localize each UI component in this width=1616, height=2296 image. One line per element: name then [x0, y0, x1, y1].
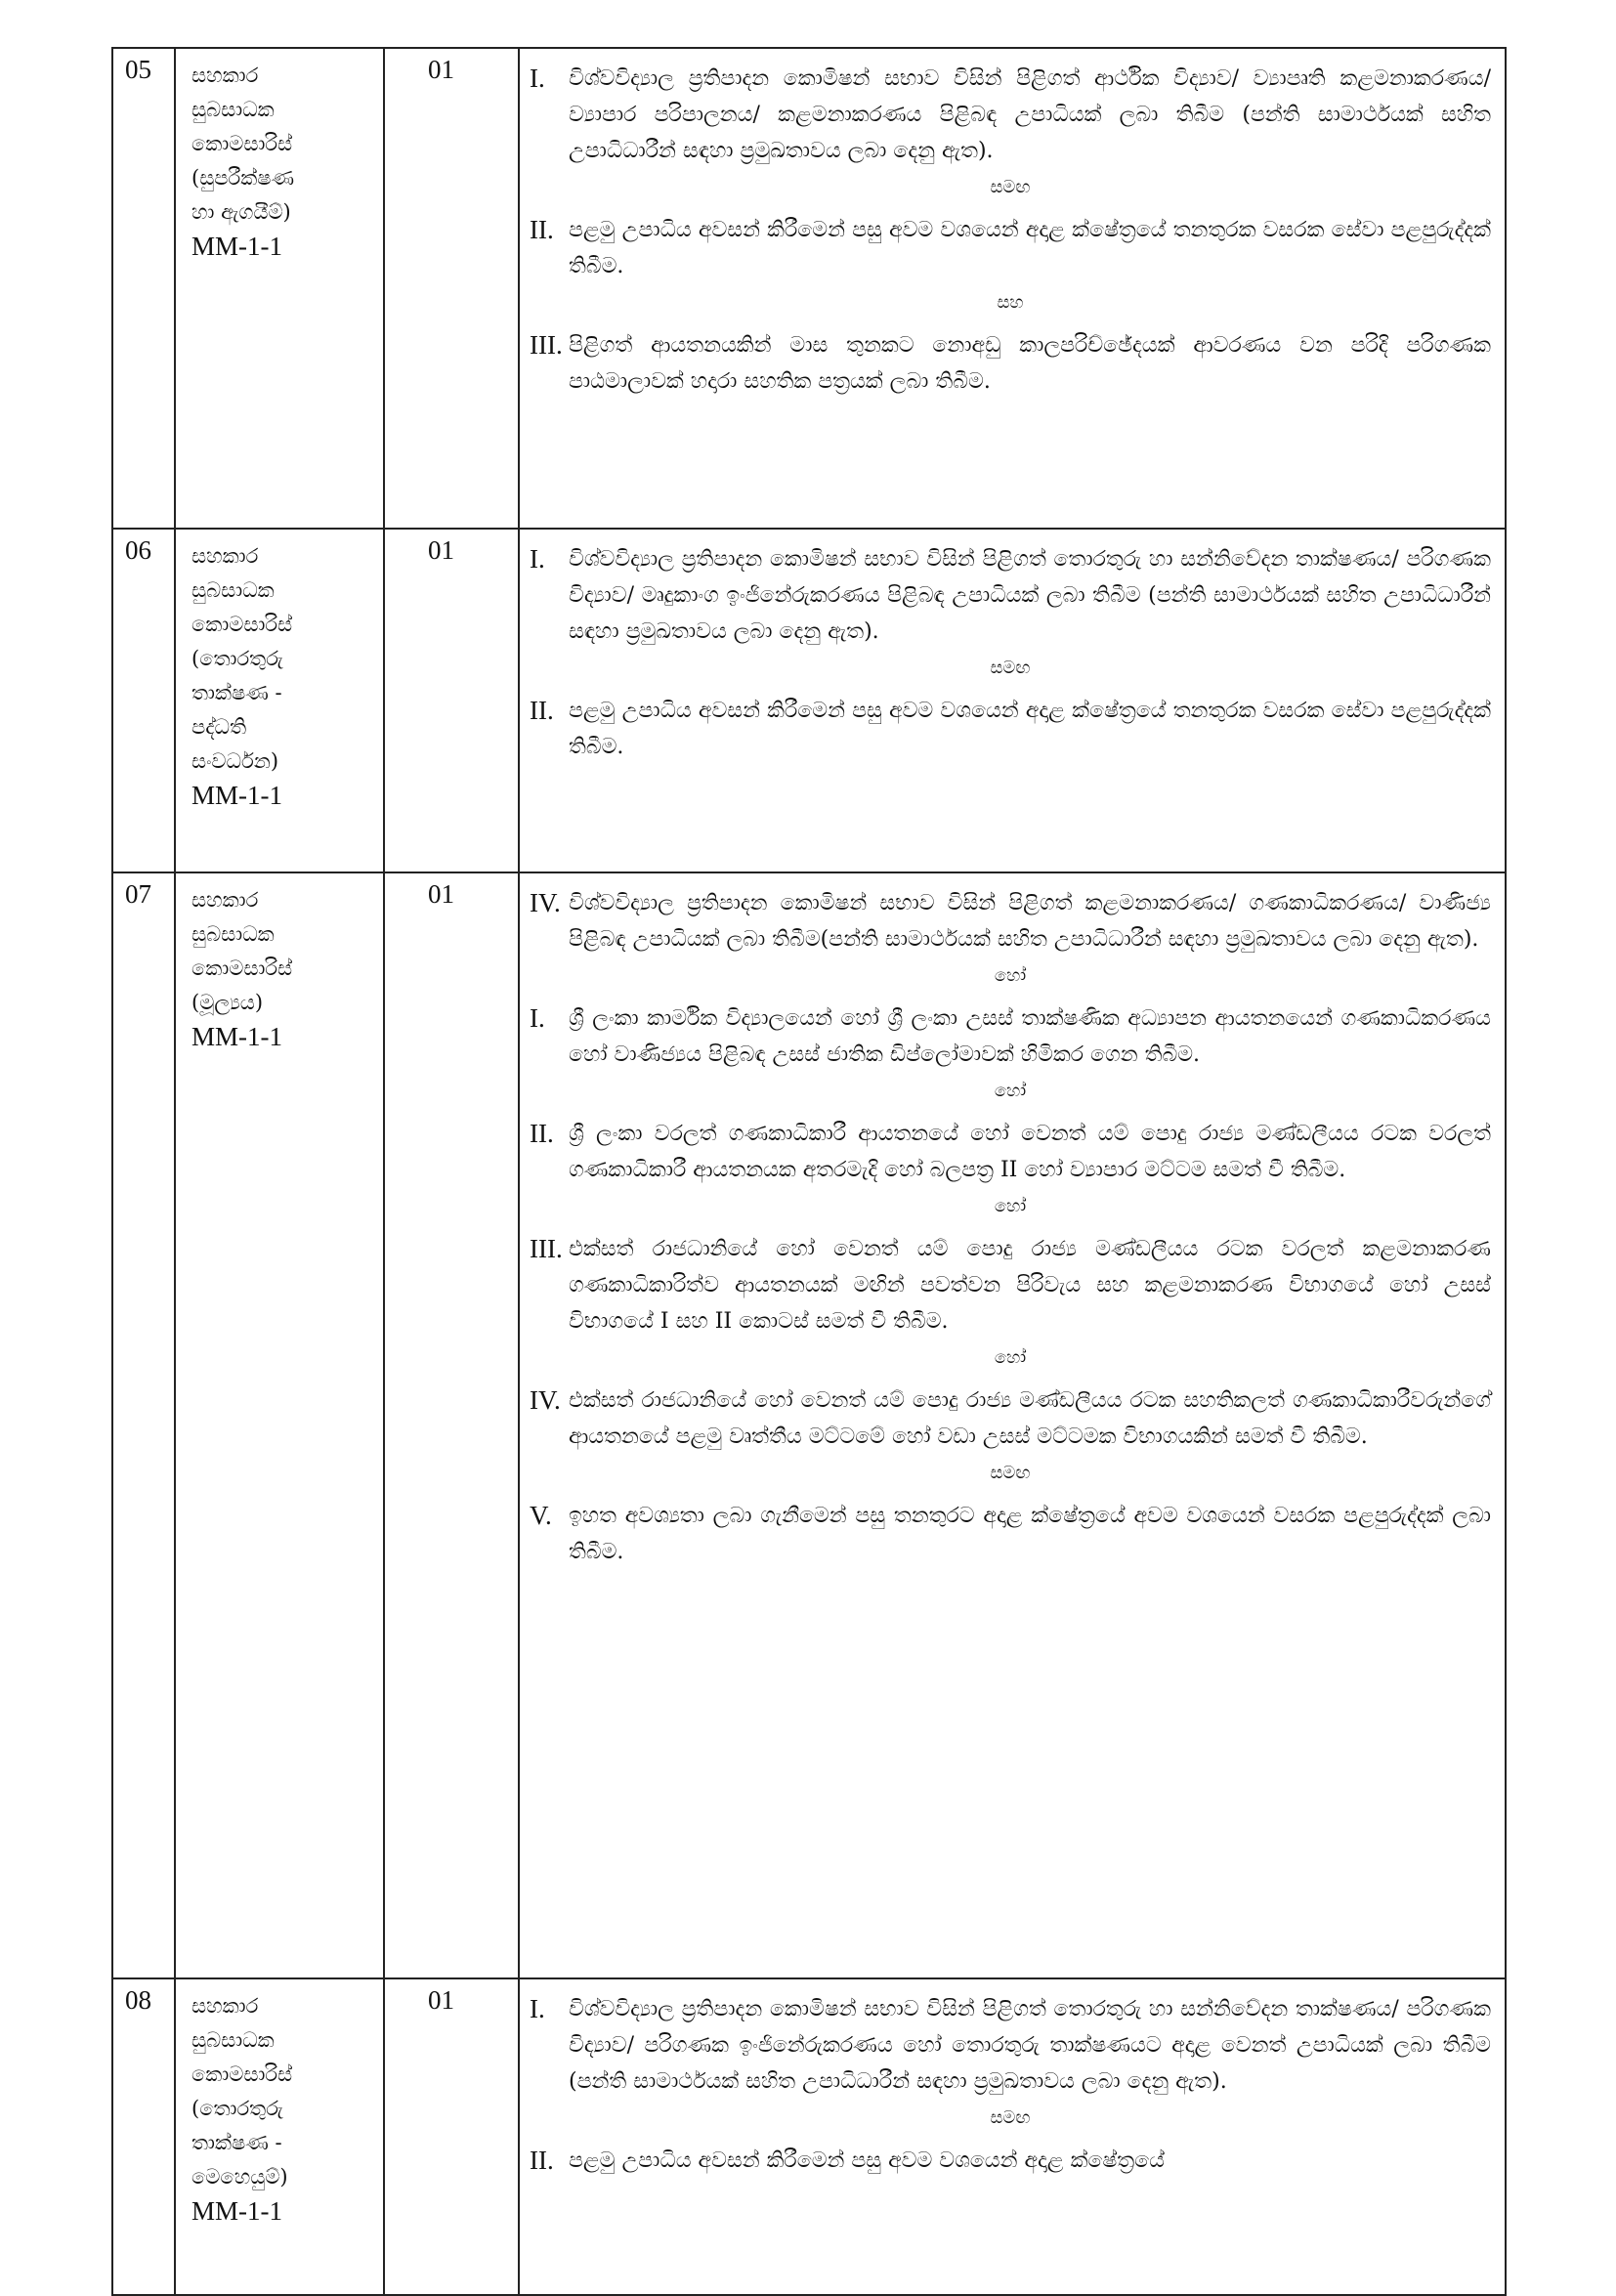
- post-title-line: හා ඇගයීම්): [191, 200, 291, 224]
- qualifications-cell: [519, 1978, 1506, 2295]
- row-number: 07: [112, 872, 175, 1978]
- qualification-item: [530, 1231, 1491, 1339]
- post-title: [175, 1978, 384, 2295]
- table-row: [112, 1978, 1506, 2295]
- conjunction: හෝ: [994, 1081, 1027, 1101]
- post-title-line: සහකාර: [191, 1994, 259, 2018]
- post-title-line: MM-1-1: [191, 1022, 282, 1051]
- post-title-line: කොමසාරිස්: [191, 132, 293, 155]
- qualification-item: [530, 2143, 1491, 2179]
- item-numeral: II.: [530, 2146, 554, 2175]
- post-title: [175, 529, 384, 872]
- qualification-item: [530, 1991, 1491, 2100]
- vacancy-count: 01: [384, 872, 519, 1978]
- conjunction: සමඟ: [990, 177, 1031, 197]
- post-title-line: MM-1-1: [191, 781, 282, 810]
- item-text: ඉහත අවශ්‍යතා ලබා ගැනීමෙන් පසු තනතුරට අදාළ ක්ෂේත්‍රයේ අවම වශයෙන් වසරක පළපුරුද්දක් ලබා තිබීම.: [569, 1504, 1491, 1564]
- post-title-line: MM-1-1: [191, 232, 282, 261]
- item-numeral: I.: [530, 1003, 545, 1033]
- post-title: [175, 48, 384, 529]
- post-title-line: සුබසාධක: [191, 98, 275, 121]
- post-title-line: කොමසාරිස්: [191, 957, 293, 980]
- qualification-item: [530, 61, 1491, 169]
- item-text: විශ්වවිද්‍යාල ප්‍රතිපාදන කොමිෂන් සභාව විසින් පිළිගත් ආර්ථික විද්‍යාව/ ව්‍යාපෘති කළමනාකරණය/ ව්‍යාපාර පරිපාලනය/ කළමනාකරණය පිළිබඳ උපාධියක් ලබා තිබීම (පන්ති සාමාර්ථයක් සහිත උපාධිධාරීන් සඳහා ප්‍රමුඛතාවය ලබා දෙනු ඇත).: [569, 66, 1491, 163]
- qualifications-cell: [519, 48, 1506, 529]
- post-title-line: (මූල්‍යය): [191, 991, 264, 1014]
- post-title-line: සුබසාධක: [191, 922, 275, 946]
- row-number: 08: [112, 1978, 175, 2295]
- qualifications-table-body: [112, 48, 1506, 2295]
- item-text: එක්සත් රාජධානියේ හෝ වෙනත් යම් පොදු රාජ්‍ය මණ්ඩලීයය රටක වරලත් කළමනාකරණ ගණකාධිකාරිත්ව ආයතනයක් මඟින් පවත්වන පිරිවැය සහ කළමනාකරණ විභාගයේ හෝ උසස් විභාගයේ I සහ II කොටස් සමත් වී තිබීම.: [569, 1237, 1491, 1334]
- conjunction: සමඟ: [990, 1463, 1031, 1483]
- post-title-line: (තොරතුරු: [191, 2097, 283, 2120]
- item-text: විශ්වවිද්‍යාල ප්‍රතිපාදන කොමිෂන් සභාව විසින් පිළිගත් තොරතුරු හා සන්නිවේදන තාක්ෂණය/ පරිගණක විද්‍යාව/ පරිගණක ඉංජිනේරුකරණය හෝ තොරතුරු තාක්ෂණයට අදාළ වෙනත් උපාධියක් ලබා තිබීම (පන්ති සාමාර්ථයක් සහිත උපාධිධාරීන් සඳහා ප්‍රමුඛතාවය ලබා දෙනු ඇත).: [569, 1997, 1491, 2094]
- conjunction: හෝ: [994, 1347, 1027, 1368]
- table-row: [112, 48, 1506, 529]
- vacancy-count: 01: [384, 1978, 519, 2295]
- qualification-item: [530, 1116, 1491, 1188]
- post-title-line: කොමසාරිස්: [191, 613, 293, 636]
- post-title-line: පද්ධති: [191, 715, 247, 739]
- post-title-line: මෙහෙයුම්): [191, 2165, 288, 2189]
- item-text: විශ්වවිද්‍යාල ප්‍රතිපාදන කොමිෂන් සභාව විසින් පිළිගත් කළමනාකරණය/ ගණකාධිකරණය/ වාණිජ්‍ය පිළිබඳ උපාධියක් ලබා තිබීම(පන්ති සාමාර්ථයක් සහිත උපාධිධාරීන් සඳහා ප්‍රමුඛතාවය ලබා දෙනු ඇත).: [569, 891, 1491, 952]
- post-title-line: සහකාර: [191, 64, 259, 87]
- qualifications-table: [111, 47, 1507, 2296]
- conjunction: සහ: [997, 292, 1024, 313]
- item-numeral: I.: [530, 544, 545, 574]
- item-numeral: II.: [530, 215, 554, 244]
- post-title-line: සංවර්ධන): [191, 749, 279, 773]
- post-title-line: සහකාර: [191, 888, 259, 912]
- table-row: [112, 872, 1506, 1978]
- qualification-item: [530, 327, 1491, 400]
- item-numeral: II.: [530, 1119, 554, 1148]
- conjunction: සමඟ: [990, 2107, 1031, 2128]
- conjunction: හෝ: [994, 965, 1027, 986]
- qualification-item: [530, 212, 1491, 284]
- row-number: 05: [112, 48, 175, 529]
- post-title-line: සුබසාධක: [191, 578, 275, 602]
- item-text: ශ්‍රී ලංකා වරලත් ගණකාධිකාරී ආයතනයේ හෝ වෙනත් යම් පොදු රාජ්‍ය මණ්ඩලීයය රටක වරලත් ගණකාධිකාරී ආයතනයක අතරමැදි හෝ බලපත්‍ර II හෝ ව්‍යාපාර මට්ටම සමත් වී තිබීම.: [569, 1122, 1491, 1182]
- item-text: පළමු උපාධිය අවසන් කිරීමෙන් පසු අවම වශයෙන් අදාළ ක්ෂේත්‍රයේ: [569, 2148, 1165, 2173]
- qualification-item: [530, 1382, 1491, 1455]
- item-numeral: IV.: [530, 888, 561, 917]
- qualification-item: [530, 1498, 1491, 1570]
- post-title-line: කොමසාරිස්: [191, 2062, 293, 2086]
- qualification-item: [530, 541, 1491, 650]
- conjunction: හෝ: [994, 1196, 1027, 1216]
- item-numeral: I.: [530, 64, 545, 93]
- item-numeral: IV.: [530, 1385, 561, 1415]
- conjunction: සමඟ: [990, 658, 1031, 678]
- item-text: පළමු උපාධිය අවසන් කිරීමෙන් පසු අවම වශයෙන් අදාළ ක්ෂේත්‍රයේ තනතුරක වසරක සේවා පළපුරුද්දක් තිබීම.: [569, 218, 1491, 278]
- post-title-line: (තොරතුරු: [191, 647, 283, 670]
- item-text: ශ්‍රී ලංකා කාර්මික විද්‍යාලයෙන් හෝ ශ්‍රී ලංකා උසස් තාක්ෂණික අධ්‍යාපන ආයතනයෙන් ගණකාධිකරණය හෝ වාණිජ්‍යය පිළිබඳ උසස් ජාතික ඩිප්ලෝමාවක් හිමිකර ගෙන තිබීම.: [569, 1006, 1491, 1067]
- item-numeral: III.: [530, 330, 563, 360]
- post-title-line: සහකාර: [191, 544, 259, 568]
- post-title-line: තාක්ෂණ -: [191, 681, 282, 704]
- item-text: එක්සත් රාජධානියේ හෝ වෙනත් යම් පොදු රාජ්‍ය මණ්ඩලීයය රටක සහතිකලත් ගණකාධිකාරීවරුන්ගේ ආයතනයේ පළමු වෘත්තීය මට්ටමේ හෝ වඩා උසස් මට්ටමක විභාගයකින් සමත් වී තිබීම.: [569, 1388, 1491, 1449]
- item-numeral: III.: [530, 1234, 563, 1263]
- post-title-line: සුබසාධක: [191, 2028, 275, 2052]
- qualification-item: [530, 885, 1491, 957]
- post-title-line: (සුපරීක්ෂණ: [191, 166, 295, 190]
- row-number: 06: [112, 529, 175, 872]
- qualification-item: [530, 1000, 1491, 1073]
- item-numeral: II.: [530, 696, 554, 725]
- item-text: පිළිගත් ආයතනයකින් මාස තුනකට නොඅඩු කාලපරිච්ඡේදයක් ආවරණය වන පරිදි පරිගණක පාඨමාලාවක් හදාරා සහතික පත්‍රයක් ලබා තිබීම.: [569, 333, 1491, 394]
- vacancy-count: 01: [384, 529, 519, 872]
- post-title-line: තාක්ෂණ -: [191, 2131, 282, 2154]
- item-text: විශ්වවිද්‍යාල ප්‍රතිපාදන කොමිෂන් සභාව විසින් පිළිගත් තොරතුරු හා සන්නිවේදන තාක්ෂණය/ පරිගණක විද්‍යාව/ මෘදුකාංග ඉංජිනේරුකරණය පිළිබඳ උපාධියක් ලබා තිබීම (පන්ති සාමාර්ථයක් සහිත උපාධිධාරීන් සඳහා ප්‍රමුඛතාවය ලබා දෙනු ඇත).: [569, 547, 1491, 644]
- post-title: [175, 872, 384, 1978]
- table-row: [112, 529, 1506, 872]
- qualifications-cell: [519, 872, 1506, 1978]
- item-numeral: V.: [530, 1501, 552, 1530]
- post-title-line: MM-1-1: [191, 2196, 282, 2226]
- item-numeral: I.: [530, 1994, 545, 2023]
- qualifications-cell: [519, 529, 1506, 872]
- qualification-item: [530, 693, 1491, 765]
- item-text: පළමු උපාධිය අවසන් කිරීමෙන් පසු අවම වශයෙන් අදාළ ක්ෂේත්‍රයේ තනතුරක වසරක සේවා පළපුරුද්දක් තිබීම.: [569, 699, 1491, 759]
- vacancy-count: 01: [384, 48, 519, 529]
